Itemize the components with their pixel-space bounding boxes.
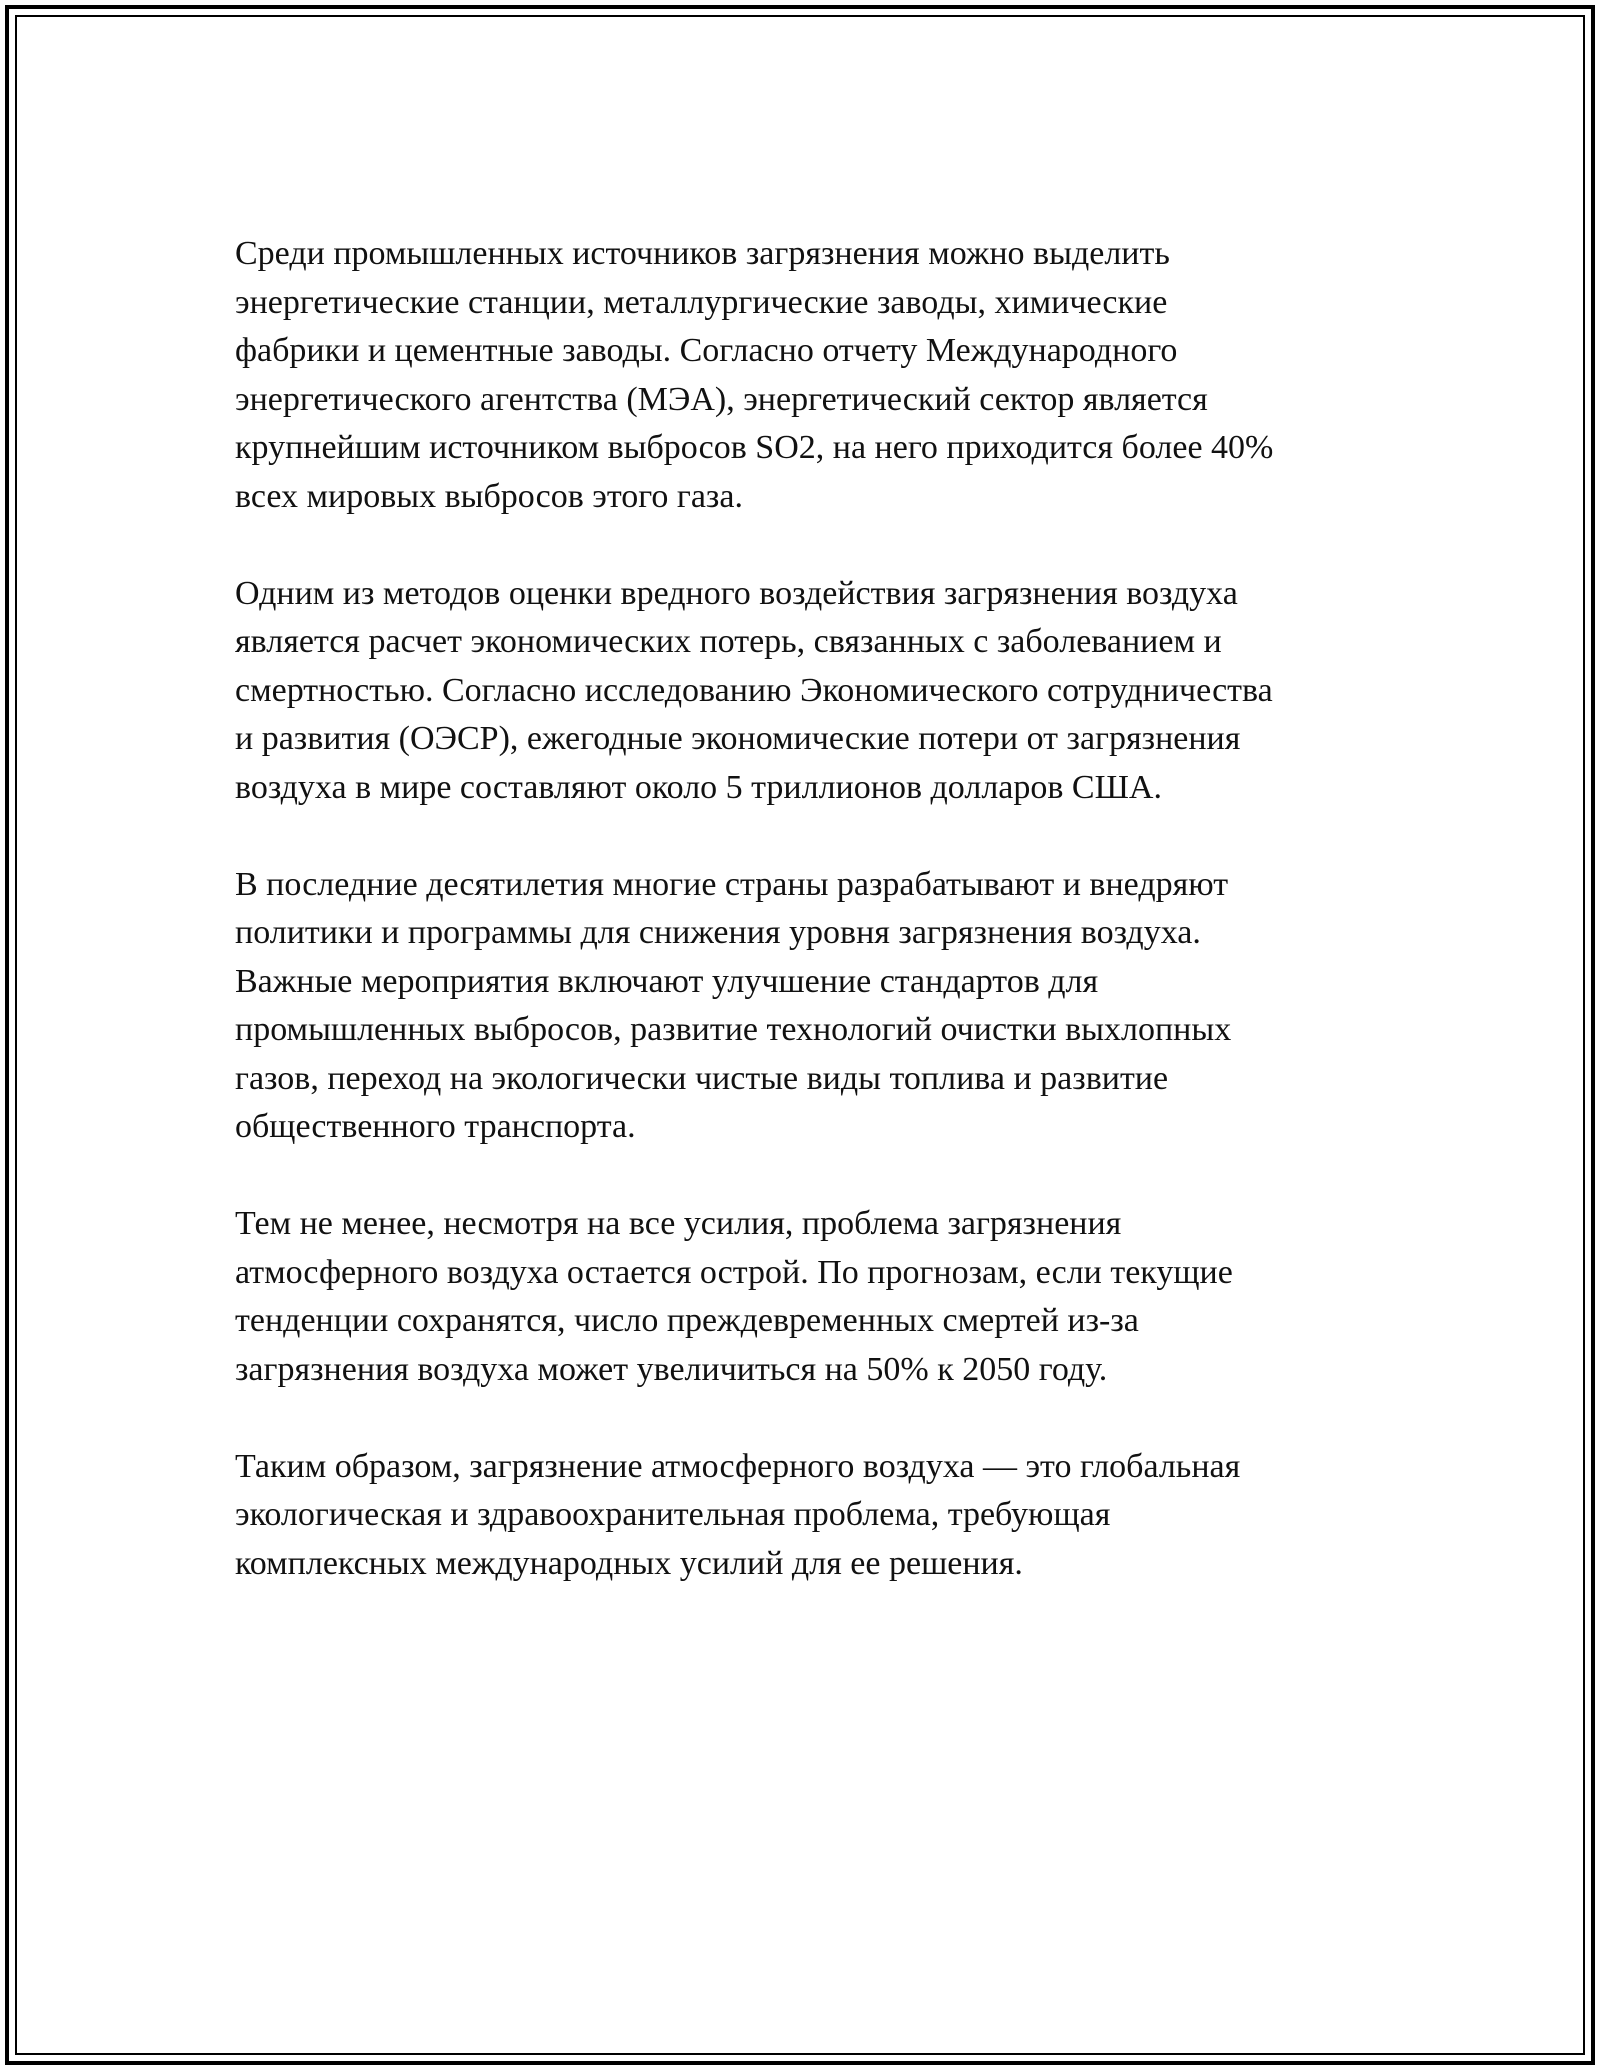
text-line: энергетического агентства (МЭА), энергетический сектор является (235, 380, 1208, 418)
text-line: смертностью. Согласно исследованию Экономического сотрудничества (235, 671, 1273, 709)
text-line: общественного транспорта. (235, 1108, 636, 1145)
text-line: комплексных международных усилий для ее решения. (235, 1544, 1023, 1582)
text-line: В последние десятилетия многие страны разрабатывают и внедряют (235, 865, 1229, 903)
paragraph-policies (235, 861, 1375, 1152)
text-line: энергетические станции, металлургические заводы, химические (235, 283, 1168, 321)
text-line: промышленных выбросов, развитие технологий очистки выхлопных (235, 1011, 1232, 1048)
document-body (235, 230, 1375, 1637)
text-line: и развития (ОЭСР), ежегодные экономические потери от загрязнения (235, 720, 1241, 757)
text-line: политики и программы для снижения уровня загрязнения воздуха. (235, 914, 1201, 951)
text-line: всех мировых выбросов этого газа. (235, 477, 743, 515)
text-line: Одним из методов оценки вредного воздействия загрязнения воздуха (235, 574, 1238, 612)
text-line: экологическая и здравоохранительная проблема, требующая (235, 1496, 1111, 1533)
text-line: тенденции сохранятся, число преждевременных смертей из-за (235, 1302, 1139, 1339)
text-line: Важные мероприятия включают улучшение стандартов для (235, 962, 1099, 1000)
text-line: Таким образом, загрязнение атмосферного воздуха — это глобальная (235, 1447, 1241, 1485)
text-line: является расчет экономических потерь, связанных с заболеванием и (235, 623, 1222, 660)
text-line: Тем не менее, несмотря на все усилия, проблема загрязнения (235, 1205, 1122, 1242)
text-line: загрязнения воздуха может увеличиться на 50% к 2050 году. (235, 1350, 1108, 1388)
text-line: крупнейшим источником выбросов SO2, на него приходится более 40% (235, 429, 1274, 466)
paragraph-forecast (235, 1200, 1375, 1394)
paragraph-conclusion (235, 1443, 1375, 1589)
paragraph-economic-losses (235, 570, 1375, 813)
text-line: газов, переход на экологически чистые виды топлива и развитие (235, 1059, 1169, 1097)
text-line: Среди промышленных источников загрязнения можно выделить (235, 235, 1170, 272)
text-line: воздуха в мире составляют около 5 триллионов долларов США. (235, 768, 1162, 806)
text-line: фабрики и цементные заводы. Согласно отчету Международного (235, 332, 1178, 369)
text-line: атмосферного воздуха остается острой. По прогнозам, если текущие (235, 1253, 1233, 1291)
paragraph-industrial-sources (235, 230, 1375, 521)
